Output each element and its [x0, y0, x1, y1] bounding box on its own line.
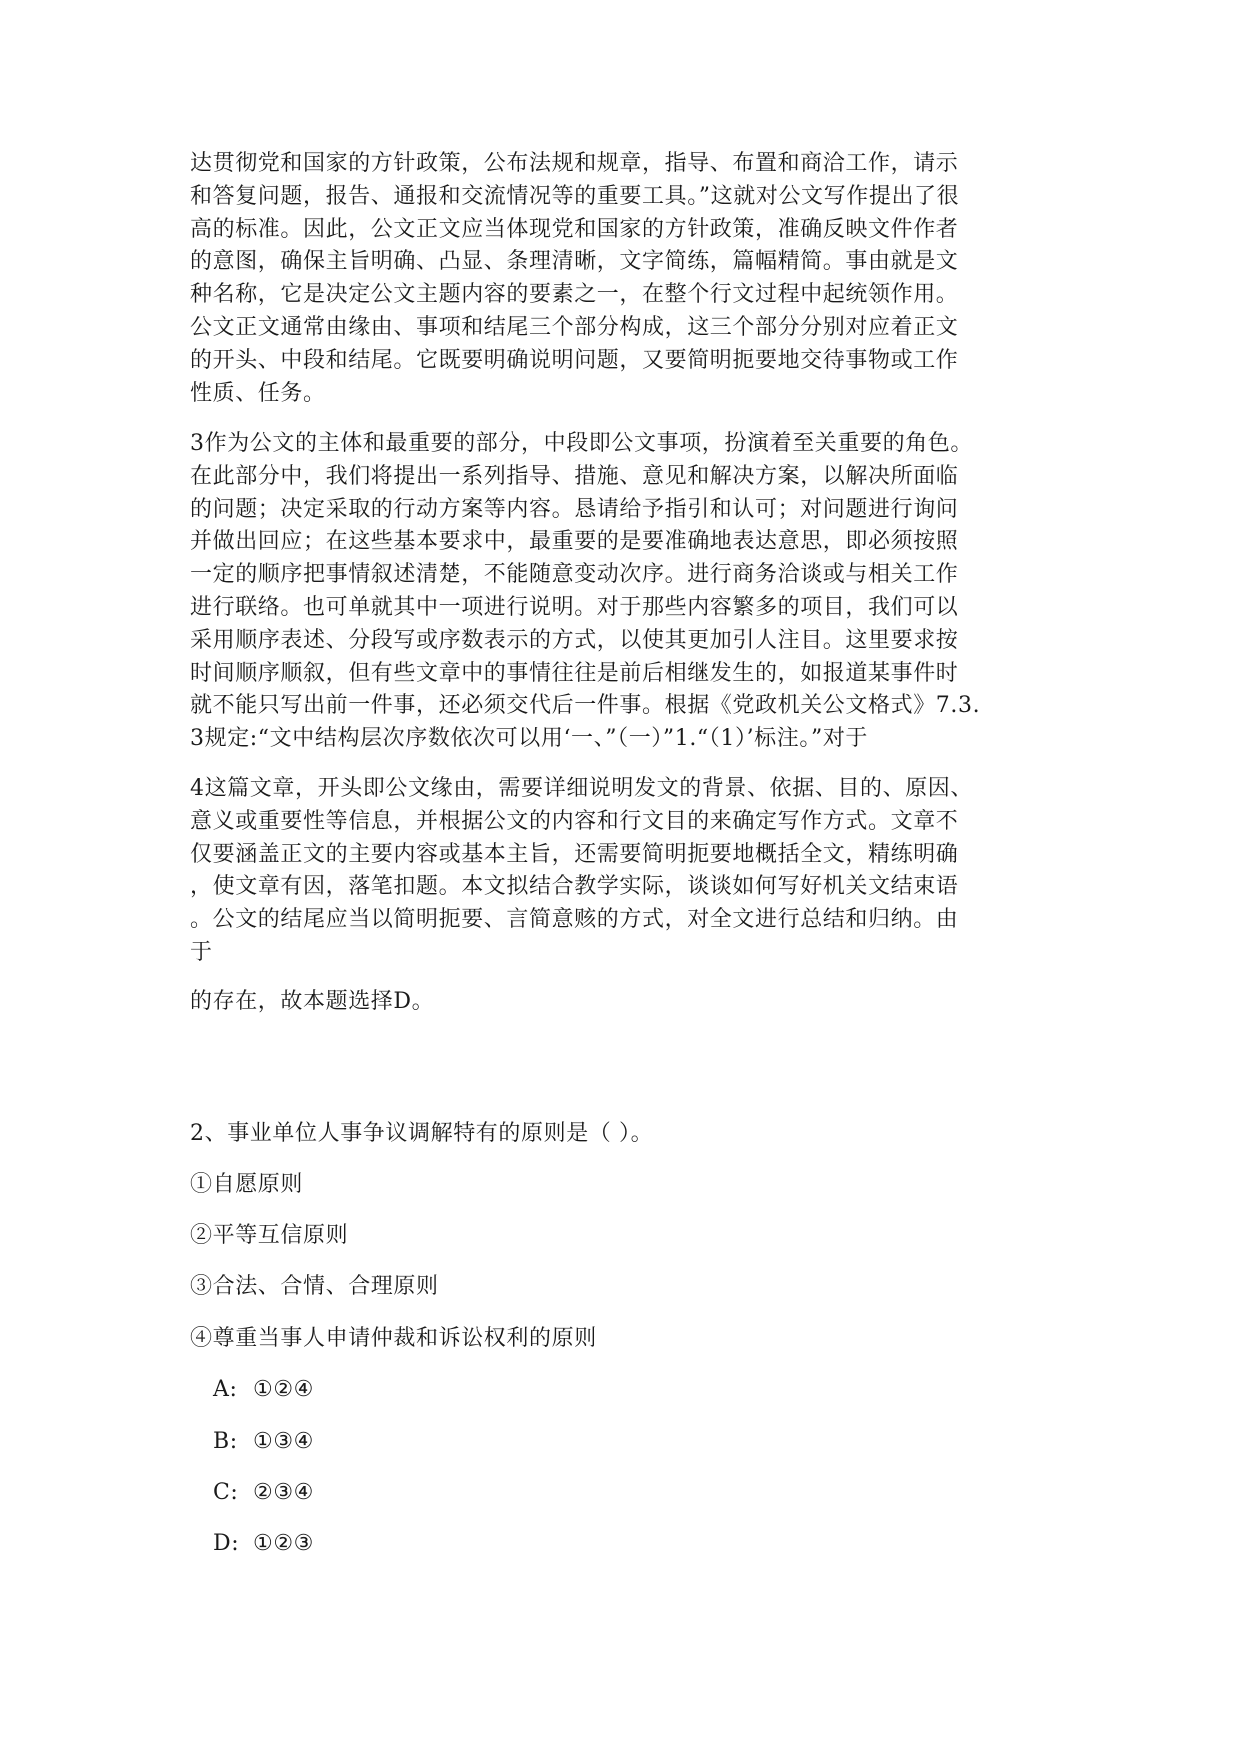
option-text: ①②③ [253, 1531, 314, 1556]
question-statement: ②平等互信原则 [190, 1223, 349, 1248]
answer-option-a[interactable] [213, 1374, 314, 1406]
body-paragraph: 达贯彻党和国家的方针政策，公布法规和规章，指导、布置和商洽工作，请示 和答复问题，报告、通报和交流情况等的重要工具。”这就对公文写作提出了很 高的标准。因此，公文正文应当体现党和国家的方针政策，准确反映文件作者 的意图，确保主旨明确、凸显、条理清晰，文字简练，篇幅精简。事由就是文 种名称，它是决定公文主题内容的要素之一，在整个行文过程中起统领作用。 公文正文通常由缘由、事项和结尾三个部分构成，这三个部分分别对应着正文 的开头、中段和结尾。它既要明确说明问题，又要简明扼要地交待事物或工作 性质、任务。 [190, 151, 960, 406]
body-paragraph: 3作为公文的主体和最重要的部分，中段即公文事项，扮演着至关重要的角色。 在此部分中，我们将提出一系列指导、措施、意见和解决方案，以解决所面临 的问题；决定采取的行动方案等内容。恳请给予指引和认可；对问题进行询问 并做出回应；在这些基本要求中，最重要的是要准确地表达意思，即必须按照 一定的顺序把事情叙述清楚，不能随意变动次序。进行商务洽谈或与相关工作 进行联络。也可单就其中一项进行说明。对于那些内容繁多的项目，我们可以 采用顺序表述、分段写或序数表示的方式，以使其更加引人注目。这里要求按 时间顺序顺叙，但有些文章中的事情往往是前后相继发生的，如报道某事件时 就不能只写出前一件事，还必须交代后一件事。根据《党政机关公文格式》7.3. 3规定:“文中结构层次序数依次可以用‘一、”（一）”1.“（1）’标注。”对于 [190, 431, 981, 752]
answer-conclusion: 的存在，故本题选择D。 [190, 989, 435, 1014]
option-letter: B: [213, 1429, 238, 1454]
option-letter: C: [213, 1480, 239, 1505]
body-paragraph: 4这篇文章，开头即公文缘由，需要详细说明发文的背景、依据、目的、原因、 意义或重要性等信息，并根据公文的内容和行文目的来确定写作方式。文章不 仅要涵盖正文的主要内容或基本主旨，还需要简明扼要地概括全文，精练明确 ，使文章有因，落笔扣题。本文拟结合教学实际，谈谈如何写好机关文结束语 。公文的结尾应当以简明扼要、言简意赅的方式，对全文进行总结和归纳。由 于 [190, 776, 973, 965]
option-text: ①③④ [253, 1429, 314, 1454]
question-title: 2、事业单位人事争议调解特有的原则是（ ）。 [190, 1121, 654, 1146]
question-statement: ③合法、合情、合理原则 [190, 1274, 439, 1299]
answer-option-b[interactable] [213, 1426, 314, 1458]
option-text: ②③④ [253, 1480, 314, 1505]
question-statement: ④尊重当事人申请仲裁和诉讼权利的原则 [190, 1326, 597, 1351]
answer-option-d[interactable] [213, 1528, 314, 1560]
option-letter: A: [213, 1377, 238, 1402]
answer-option-c[interactable] [213, 1477, 314, 1509]
option-text: ①②④ [253, 1377, 314, 1402]
option-letter: D: [213, 1531, 240, 1556]
question-statement: ①自愿原则 [190, 1172, 304, 1197]
